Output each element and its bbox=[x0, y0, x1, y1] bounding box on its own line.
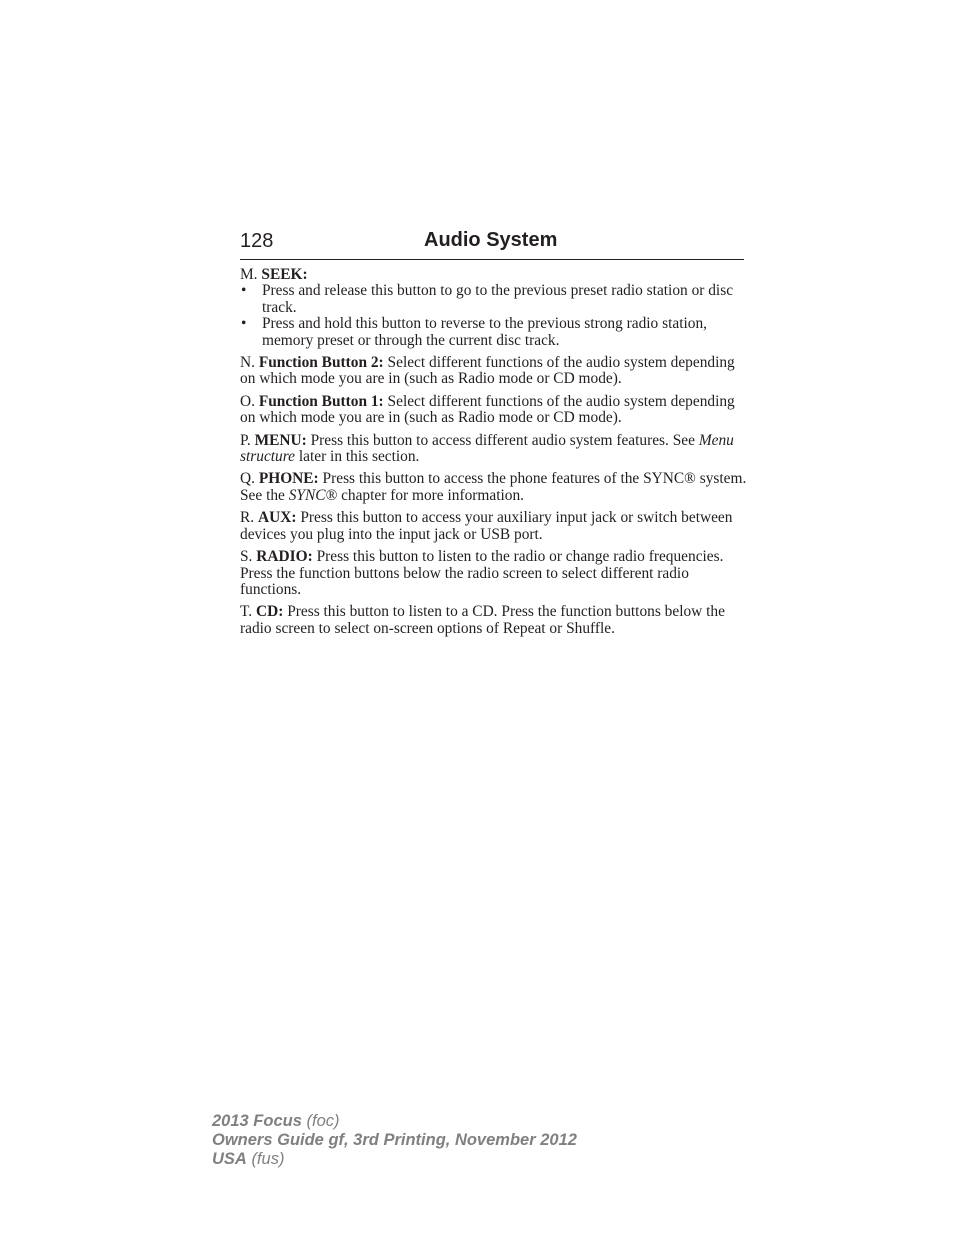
list-item: • Press and release this button to go to the previous preset radio station or disc track. bbox=[241, 282, 734, 316]
item-label: SEEK: bbox=[261, 266, 308, 283]
bullet-icon: • bbox=[241, 315, 247, 333]
bullet-icon: • bbox=[241, 282, 247, 300]
page-footer bbox=[212, 1112, 577, 1169]
item-r: R. AUX: Press this button to access your auxiliary input jack or switch between devices you plug into the input jack or USB port. bbox=[240, 509, 733, 543]
item-label: AUX: bbox=[257, 509, 297, 527]
seek-bullet-list bbox=[240, 283, 750, 349]
section-title: Audio System bbox=[424, 229, 558, 251]
item-label: RADIO: bbox=[256, 548, 313, 566]
item-label: Function Button 1: bbox=[258, 392, 384, 410]
item-m: M. SEEK: bbox=[240, 266, 308, 283]
item-label: CD: bbox=[255, 603, 284, 621]
cross-reference: Menu structure bbox=[240, 431, 734, 466]
footer-line-1: 2013 Focus (foc) bbox=[212, 1112, 340, 1130]
item-t: T. CD: Press this button to listen to a CD. Press the function buttons below the radio screen to select on-screen options of Repeat or Shuffle. bbox=[240, 603, 725, 637]
item-o: O. Function Button 1: Select different functions of the audio system depending on which mode you are in (such as Radio mode or CD mode). bbox=[240, 392, 735, 427]
footer-line-2: Owners Guide gf, 3rd Printing, November 2012 bbox=[212, 1131, 577, 1149]
list-item: • Press and hold this button to reverse to the previous strong radio station, memory preset or through the current disc track. bbox=[241, 315, 707, 349]
item-p: P. MENU: Press this button to access different audio system features. See Menu structure later in this section. bbox=[240, 431, 734, 466]
page-header bbox=[240, 229, 744, 260]
page-body bbox=[240, 267, 750, 643]
cross-reference: SYNC® bbox=[288, 486, 338, 504]
item-label: Function Button 2: bbox=[258, 354, 384, 372]
footer-line-3: USA (fus) bbox=[212, 1150, 285, 1168]
item-q: Q. PHONE: Press this button to access the phone features of the SYNC® system. See the SYNC® chapter for more information. bbox=[240, 470, 747, 504]
item-s: S. RADIO: Press this button to listen to the radio or change radio frequencies. Press the function buttons below the radio screen to select different radio functions. bbox=[240, 548, 724, 598]
item-label: MENU: bbox=[254, 431, 307, 449]
item-n: N. Function Button 2: Select different functions of the audio system depending on which mode you are in (such as Radio mode or CD mode). bbox=[240, 354, 735, 388]
item-label: PHONE: bbox=[258, 470, 319, 488]
page-number: 128 bbox=[240, 230, 274, 252]
